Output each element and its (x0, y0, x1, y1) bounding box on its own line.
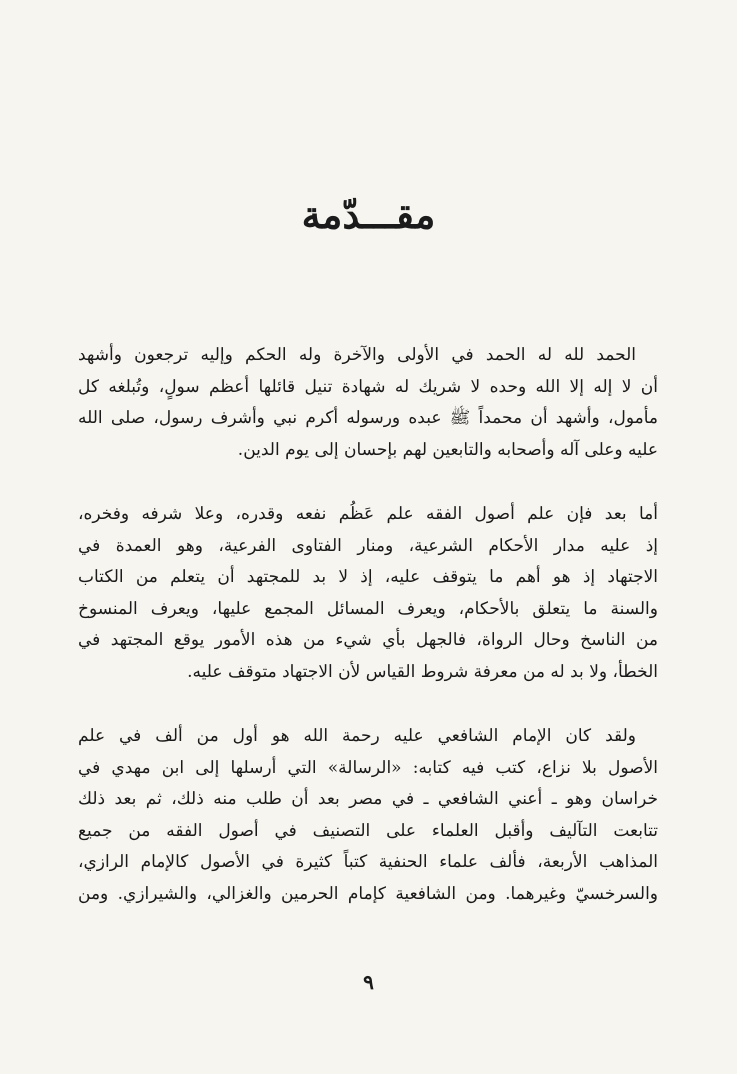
text-line: من الناسخ وحال الرواة، فالجهل بأي شيء من هذه الأمور يوقع المجتهد في (78, 630, 658, 650)
body-text (78, 340, 658, 943)
text-line: أما بعد فإن علم أصول الفقه علم عَظُم نفعه وقدره، وعلا شرفه وفخره، (78, 504, 658, 524)
text-line: تتابعت التآليف وأقبل العلماء على التصنيف في أصول الفقه من جميع (78, 820, 658, 841)
text-line: الاجتهاد إذ هو أهم ما يتوقف عليه، إذ لا بد للمجتهد أن يتعلم من الكتاب (78, 567, 658, 587)
text-line: والسنة ما يتعلق بالأحكام، ويعرف المسائل المجمع عليها، ويعرف المنسوخ (78, 598, 658, 619)
text-line: الحمد لله له الحمد في الأولى والآخرة وله الحكم وإليه ترجعون وأشهد (78, 345, 636, 365)
page-number: ٩ (363, 970, 374, 994)
text-line: والسرخسيّ وغيرهما. ومن الشافعية كإمام الحرمين والغزالي، والشيرازي. ومن (78, 883, 658, 904)
text-line: مأمول، وأشهد أن محمداً ﷺ عبده ورسوله أكرم نبي وأشرف رسول، صلى الله (78, 408, 658, 428)
text-line: الخطأ، ولا بد له من معرفة شروط القياس لأن الاجتهاد متوقف عليه. (187, 661, 658, 682)
text-line: الأصول بلا نزاع، كتب فيه كتابه: «الرسالة» التي أرسلها إلى ابن مهدي في (78, 757, 658, 778)
text-line: خراسان وهو ـ أعني الشافعي ـ في مصر بعد أن طلب منه ذلك، ثم بعد ذلك (78, 789, 658, 809)
text-line: المذاهب الأربعة، فألف علماء الحنفية كتباً كثيرة في الأصول كالإمام الرازي، (78, 852, 658, 872)
text-line: أن لا إله إلا الله وحده لا شريك له شهادة تنيل قائلها أعظم سولٍ، وتُبلغه كل (78, 376, 658, 397)
text-line: عليه وعلى آله وأصحابه والتابعين لهم بإحسان إلى يوم الدين. (237, 439, 658, 460)
paragraph-1 (78, 340, 658, 466)
text-line: ولقد كان الإمام الشافعي عليه رحمة الله هو أول من ألف في علم (78, 726, 636, 746)
paragraph-3 (78, 721, 658, 910)
text-line: إذ عليه مدار الأحكام الشرعية، ومنار الفتاوى الفرعية، وهو العمدة في (78, 535, 658, 556)
paragraph-2 (78, 499, 658, 688)
page-title: مقـــدّمة (301, 192, 436, 237)
